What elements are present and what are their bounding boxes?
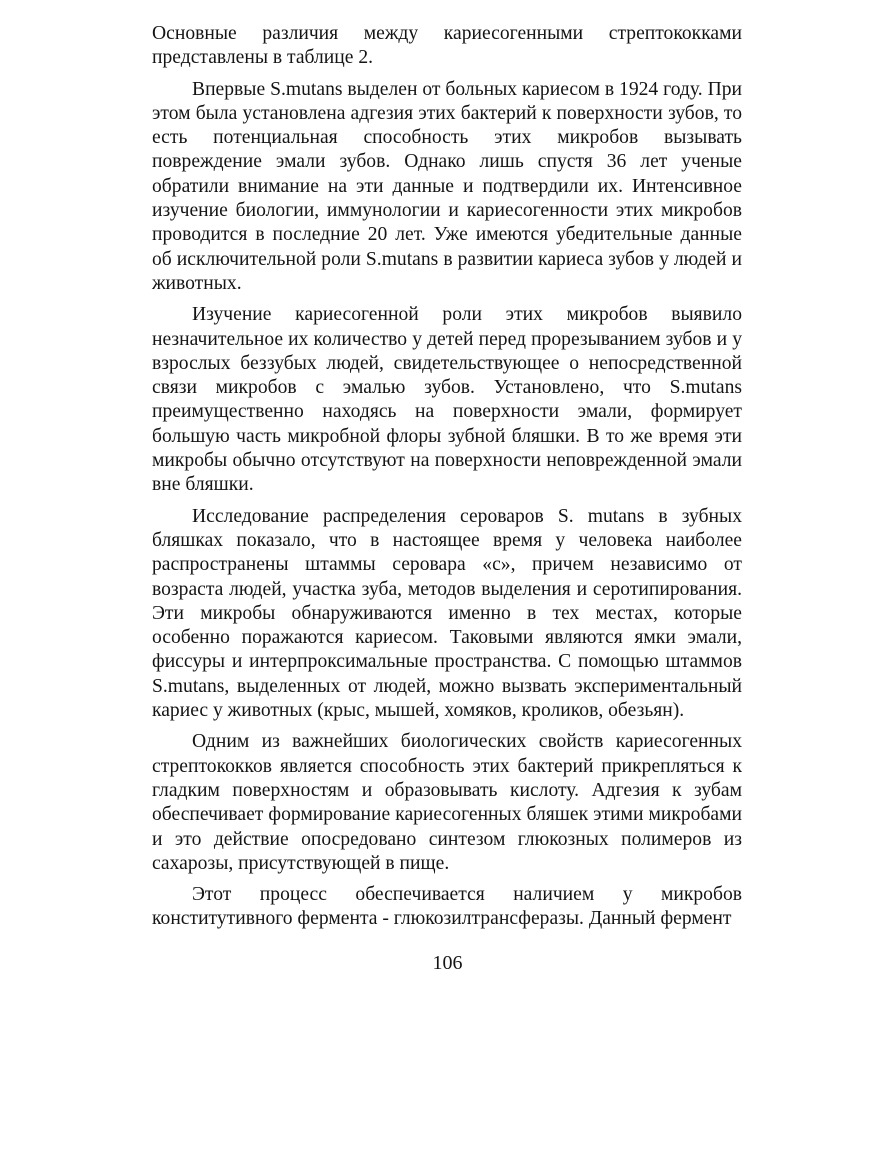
paragraph-cariogenic-role: Изучение кариесогенной роли этих микробов выявило незначительное их количество у детей перед прорезыванием зубов и у взрослых беззубых людей, свидетельствующее о непосредственной связи микробов с эмалью зубов. Установлено, что S.mutans преимущественно находясь на поверхности эмали, формирует большую часть микробной флоры зубной бляшки. В то же время эти микробы обычно отсутствуют на поверхности неповрежденной эмали вне бляшки. (152, 304, 742, 496)
body-text (152, 22, 742, 932)
paragraph-serovars: Исследование распределения сероваров S. mutans в зубных бляшках показало, что в настоящее время у человека наиболее распространены штаммы серовара «с», причем независимо от возраста людей, участка зуба, методов выделения и серотипирования. Эти микробы обнаруживаются именно в тех местах, которые особенно поражаются кариесом. Таковыми являются ямки эмали, фиссуры и интерпроксимальные пространства. С помощью штаммов S.mutans, выделенных от людей, можно вызвать экспериментальный кариес у животных (крыс, мышей, хомяков, кроликов, обезьян). (152, 505, 742, 722)
paragraph-history: Впервые S.mutans выделен от больных кариесом в 1924 году. При этом была установлена адгезия этих бактерий к поверхности зубов, то есть потенциальная способность этих микробов вызывать повреждение эмали зубов. Однако лишь спустя 36 лет ученые обратили внимание на эти данные и подтвердили их. Интенсивное изучение биологии, иммунологии и кариесогенности этих микробов проводится в последние 20 лет. Уже имеются убедительные данные об исключительной роли S.mutans в развитии кариеса зубов у людей и животных. (152, 78, 742, 294)
page-number: 106 (432, 952, 463, 974)
paragraph-enzyme: Этот процесс обеспечивается наличием у микробов конститутивного фермента - глюкозилтрансферазы. Данный фермент (152, 884, 742, 930)
paragraph-properties: Одним из важнейших биологических свойств кариесогенных стрептококков является способность этих бактерий прикрепляться к гладким поверхностям и образовывать кислоту. Адгезия к зубам обеспечивает формирование кариесогенных бляшек этими микробами и это действие опосредовано синтезом глюкозных полимеров из сахарозы, присутствующей в пище. (152, 731, 742, 874)
paragraph-table-reference: Основные различия между кариесогенными стрептококками представлены в таблице 2. (152, 23, 742, 69)
